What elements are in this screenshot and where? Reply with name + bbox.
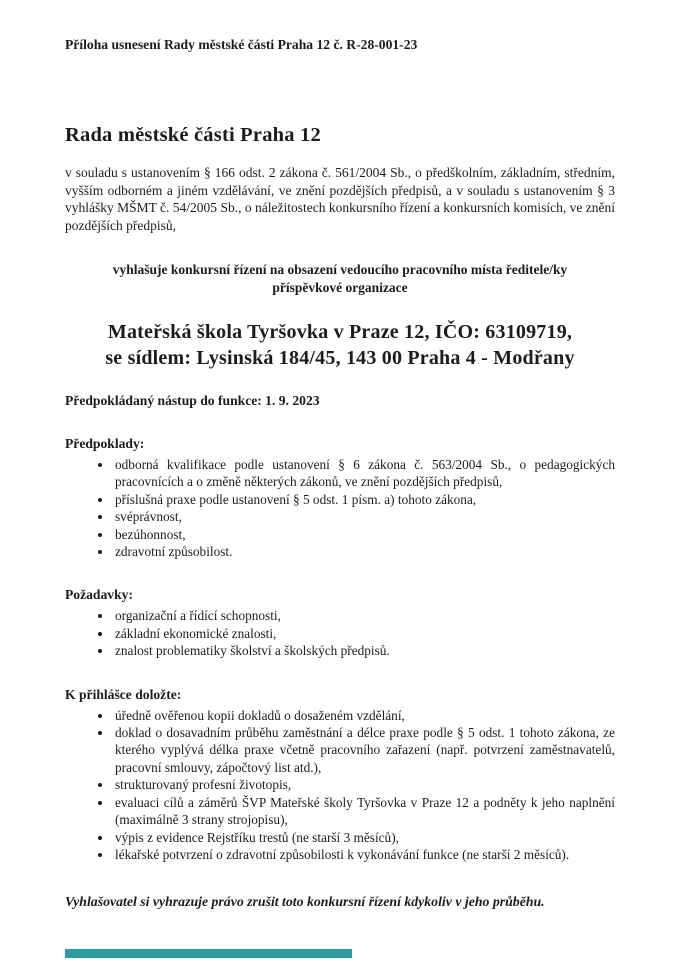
list-item: • evaluaci cílů a záměrů ŠVP Mateřské školy Tyršovka v Praze 12 a podněty k jeho naplnění (maximálně 3 strany strojopisu),: [113, 794, 615, 829]
list-item: • doklad o dosavadním průběhu zaměstnání a délce praxe podle § 5 odst. 1 tohoto zákona, ze kterého vyplývá délka praxe včetně pracovního zařazení (např. potvrzení zaměstnavatelů, pracovní smlouvy, zápočtový list atd.),: [113, 724, 615, 776]
bullet-list-pozadavky: [65, 607, 615, 659]
bullet-list-predpoklady: [65, 456, 615, 560]
list-item: • organizační a řídící schopnosti,: [113, 607, 615, 624]
list-item: • bezúhonnost,: [113, 526, 615, 543]
list-item: • zdravotní způsobilost.: [113, 543, 615, 560]
legal-intro-paragraph: v souladu s ustanovením § 166 odst. 2 zákona č. 561/2004 Sb., o předškolním, základním, středním, vyšším odborném a jiném vzdělávání, ve znění pozdějších předpisů, a v souladu s ustanovením § 3 vyhlášky MŠMT č. 54/2005 Sb., o náležitostech konkursního řízení a konkursních komisích, ve znění pozdějších předpisů,: [65, 165, 615, 233]
school-name-line1: Mateřská škola Tyršovka v Praze 12, IČO: 63109719,: [107, 321, 573, 343]
list-item: • základní ekonomické znalosti,: [113, 625, 615, 642]
selection-highlight-bar: [65, 949, 352, 958]
list-item: • znalost problematiky školství a školských předpisů.: [113, 642, 615, 659]
list-item: • výpis z evidence Rejstříku trestů (ne starší 3 měsíců),: [113, 829, 615, 846]
section-heading-predpoklady: Předpoklady:: [65, 436, 145, 451]
list-item: • lékařské potvrzení o zdravotní způsobilosti k vykonávání funkce (ne starší 2 měsíců).: [113, 846, 615, 863]
list-item: • příslušná praxe podle ustanovení § 5 odst. 1 písm. a) tohoto zákona,: [113, 491, 615, 508]
section-heading-pozadavky: Požadavky:: [65, 587, 133, 603]
section-heading-k-prihlasce: K přihlášce doložte:: [65, 686, 182, 702]
document-title: Rada městské části Praha 12: [65, 124, 321, 146]
school-name-heading: [65, 319, 615, 371]
attachment-reference: Příloha usnesení Rady městské části Praha 12 č. R-28-001-23: [65, 37, 418, 52]
cancellation-notice: Vyhlašovatel si vyhrazuje právo zrušit toto konkursní řízení kdykoliv v jeho průběhu.: [65, 894, 545, 910]
list-item: • odborná kvalifikace podle ustanovení § 6 zákona č. 563/2004 Sb., o pedagogických pracovnících a o změně některých zákonů, ve znění pozdějších předpisů,: [113, 456, 615, 491]
start-date-line: Předpokládaný nástup do funkce: 1. 9. 2023: [65, 393, 320, 408]
list-item: • svéprávnost,: [113, 508, 615, 525]
list-item: • úředně ověřenou kopii dokladů o dosaženém vzdělání,: [113, 707, 615, 724]
school-name-line2: se sídlem: Lysinská 184/45, 143 00 Praha 4 - Modřany: [105, 347, 575, 369]
announcement-text: vyhlašuje konkursní řízení na obsazení vedoucího pracovního místa ředitele/ky příspěvkové organizace: [112, 262, 568, 295]
bullet-list-k-prihlasce: [65, 707, 615, 864]
list-item: • strukturovaný profesní životopis,: [113, 776, 615, 793]
